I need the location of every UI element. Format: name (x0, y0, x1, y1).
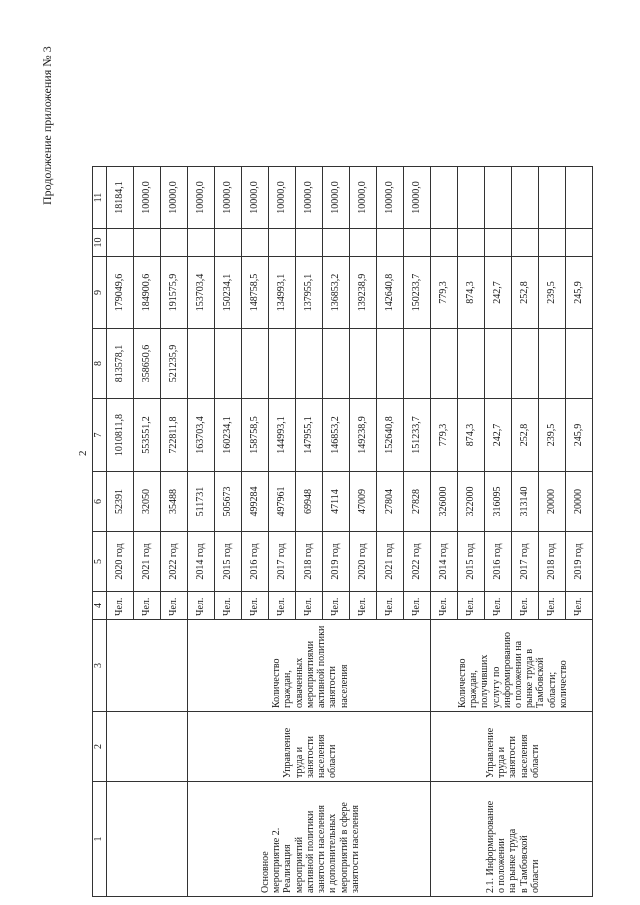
cell-unit: Чел. (188, 592, 215, 620)
cell-c10 (485, 229, 512, 257)
cell-c6: 505673 (215, 472, 242, 532)
cell-c10 (431, 229, 458, 257)
cell-c9: 191575,9 (161, 257, 188, 329)
cell-year: 2019 год (323, 532, 350, 592)
cell-c7: 163703,4 (188, 399, 215, 472)
cell-c6: 35488 (161, 472, 188, 532)
cell-c7: 160234,1 (215, 399, 242, 472)
cell-c9: 239,5 (539, 257, 566, 329)
cell-c7: 144993,1 (269, 399, 296, 472)
cell-unit: Чел. (485, 592, 512, 620)
cell-year: 2020 год (107, 532, 134, 592)
cell-c9: 139238,9 (350, 257, 377, 329)
cell-unit: Чел. (296, 592, 323, 620)
cell-c11: 10000,0 (323, 167, 350, 229)
cell-c10 (404, 229, 431, 257)
cell-c8: 813578,1 (107, 329, 134, 399)
cell-c10 (512, 229, 539, 257)
cell-col1: 2.1. Информирование о положении на рынке труда в Тамбовской области (431, 782, 593, 897)
cell-unit: Чел. (377, 592, 404, 620)
cell-c11: 10000,0 (269, 167, 296, 229)
cell-year: 2017 год (512, 532, 539, 592)
cell-c10 (377, 229, 404, 257)
cell-year: 2016 год (242, 532, 269, 592)
cell-year: 2021 год (134, 532, 161, 592)
cell-year: 2019 год (566, 532, 593, 592)
cell-c6: 499284 (242, 472, 269, 532)
cell-c7: 245,9 (566, 399, 593, 472)
column-number: 4 (93, 592, 107, 620)
cell-year: 2018 год (296, 532, 323, 592)
cell-c9: 142640,8 (377, 257, 404, 329)
cell-col1: Основное мероприятие 2. Реализация мероприятий активной политики занятости населения и дополнительных мероприятий в сфере занятости населения (188, 782, 431, 897)
cell-c10 (242, 229, 269, 257)
cell-col3: Количество граждан, получивших услугу по информированию о положении на рынке труда в Тамбовской области; количество (431, 620, 593, 712)
cell-c10 (107, 229, 134, 257)
cell-unit: Чел. (161, 592, 188, 620)
cell-empty (107, 782, 188, 897)
cell-c7: 722811,8 (161, 399, 188, 472)
cell-c7: 158758,5 (242, 399, 269, 472)
cell-c7: 152640,8 (377, 399, 404, 472)
table-row (188, 167, 215, 897)
cell-unit: Чел. (323, 592, 350, 620)
cell-c11: 10000,0 (161, 167, 188, 229)
cell-c9: 779,3 (431, 257, 458, 329)
cell-c8 (485, 329, 512, 399)
cell-c11: 10000,0 (188, 167, 215, 229)
cell-c8 (296, 329, 323, 399)
cell-c9: 153703,4 (188, 257, 215, 329)
cell-c11: 10000,0 (377, 167, 404, 229)
cell-c11 (566, 167, 593, 229)
cell-year: 2020 год (350, 532, 377, 592)
cell-c7: 149238,9 (350, 399, 377, 472)
cell-unit: Чел. (431, 592, 458, 620)
cell-year: 2022 год (404, 532, 431, 592)
cell-c10 (566, 229, 593, 257)
cell-c9: 242,7 (485, 257, 512, 329)
cell-c11 (458, 167, 485, 229)
table-row (107, 167, 134, 897)
cell-c9: 148758,5 (242, 257, 269, 329)
cell-unit: Чел. (269, 592, 296, 620)
cell-c9: 252,8 (512, 257, 539, 329)
cell-c10 (458, 229, 485, 257)
cell-c7: 1010811,8 (107, 399, 134, 472)
cell-col2: Управление труда и занятости населения области (188, 712, 431, 782)
cell-c8: 521235,9 (161, 329, 188, 399)
cell-year: 2014 год (431, 532, 458, 592)
cell-unit: Чел. (350, 592, 377, 620)
cell-c9: 136853,2 (323, 257, 350, 329)
cell-c8 (377, 329, 404, 399)
cell-empty (107, 620, 188, 712)
cell-year: 2021 год (377, 532, 404, 592)
cell-col3: Количество граждан, охваченных мероприятиями активной политики занятости населения (188, 620, 431, 712)
budget-table (92, 166, 593, 897)
cell-c8: 358650,6 (134, 329, 161, 399)
cell-c6: 47009 (350, 472, 377, 532)
cell-c6: 27804 (377, 472, 404, 532)
cell-c7: 147955,1 (296, 399, 323, 472)
cell-c6: 32050 (134, 472, 161, 532)
cell-year: 2015 год (215, 532, 242, 592)
cell-c7: 239,5 (539, 399, 566, 472)
column-number: 9 (93, 257, 107, 329)
cell-year: 2022 год (161, 532, 188, 592)
cell-c9: 184900,6 (134, 257, 161, 329)
cell-year: 2018 год (539, 532, 566, 592)
cell-unit: Чел. (107, 592, 134, 620)
cell-empty (107, 712, 188, 782)
cell-year: 2015 год (458, 532, 485, 592)
column-number: 11 (93, 167, 107, 229)
cell-c9: 245,9 (566, 257, 593, 329)
cell-year: 2017 год (269, 532, 296, 592)
cell-unit: Чел. (539, 592, 566, 620)
cell-c8 (566, 329, 593, 399)
cell-c11 (539, 167, 566, 229)
cell-c6: 326000 (431, 472, 458, 532)
column-number-row (93, 167, 107, 897)
cell-c9: 179049,6 (107, 257, 134, 329)
cell-c11 (431, 167, 458, 229)
column-number: 5 (93, 532, 107, 592)
cell-c9: 150234,1 (215, 257, 242, 329)
cell-c9: 134993,1 (269, 257, 296, 329)
cell-c6: 47114 (323, 472, 350, 532)
cell-c10 (134, 229, 161, 257)
cell-c8 (404, 329, 431, 399)
page-number: 2 (77, 450, 89, 456)
cell-c7: 252,8 (512, 399, 539, 472)
cell-c7: 874,3 (458, 399, 485, 472)
cell-unit: Чел. (404, 592, 431, 620)
cell-c7: 242,7 (485, 399, 512, 472)
cell-c6: 52391 (107, 472, 134, 532)
cell-unit: Чел. (134, 592, 161, 620)
cell-c6: 20000 (539, 472, 566, 532)
column-number: 7 (93, 399, 107, 472)
cell-c6: 313140 (512, 472, 539, 532)
cell-unit: Чел. (215, 592, 242, 620)
cell-c10 (350, 229, 377, 257)
column-number: 2 (93, 712, 107, 782)
cell-c11: 10000,0 (215, 167, 242, 229)
cell-c8 (188, 329, 215, 399)
cell-c10 (215, 229, 242, 257)
appendix-caption: Продолжение приложения № 3 (40, 46, 54, 205)
cell-c11: 10000,0 (404, 167, 431, 229)
cell-c8 (215, 329, 242, 399)
cell-c10 (269, 229, 296, 257)
cell-c6: 20000 (566, 472, 593, 532)
cell-c6: 497961 (269, 472, 296, 532)
column-number: 1 (93, 782, 107, 897)
cell-c11 (512, 167, 539, 229)
cell-c11: 10000,0 (134, 167, 161, 229)
column-number: 8 (93, 329, 107, 399)
column-number: 3 (93, 620, 107, 712)
cell-c8 (431, 329, 458, 399)
table-row (431, 167, 458, 897)
cell-c8 (350, 329, 377, 399)
cell-c8 (269, 329, 296, 399)
column-number: 10 (93, 229, 107, 257)
cell-c9: 137955,1 (296, 257, 323, 329)
cell-year: 2016 год (485, 532, 512, 592)
cell-c11: 18184,1 (107, 167, 134, 229)
cell-c11: 10000,0 (350, 167, 377, 229)
cell-c7: 146853,2 (323, 399, 350, 472)
cell-c11: 10000,0 (242, 167, 269, 229)
cell-year: 2014 год (188, 532, 215, 592)
cell-c8 (458, 329, 485, 399)
cell-unit: Чел. (512, 592, 539, 620)
column-number: 6 (93, 472, 107, 532)
cell-unit: Чел. (458, 592, 485, 620)
cell-c7: 779,3 (431, 399, 458, 472)
cell-c10 (296, 229, 323, 257)
cell-c10 (161, 229, 188, 257)
cell-c8 (512, 329, 539, 399)
cell-c6: 316095 (485, 472, 512, 532)
cell-c6: 322000 (458, 472, 485, 532)
cell-c10 (323, 229, 350, 257)
cell-unit: Чел. (242, 592, 269, 620)
cell-c8 (242, 329, 269, 399)
cell-c10 (188, 229, 215, 257)
cell-c6: 27828 (404, 472, 431, 532)
cell-c9: 874,3 (458, 257, 485, 329)
cell-c6: 511731 (188, 472, 215, 532)
cell-c8 (323, 329, 350, 399)
table-body (93, 167, 593, 897)
cell-unit: Чел. (566, 592, 593, 620)
cell-c8 (539, 329, 566, 399)
cell-c11 (485, 167, 512, 229)
cell-c10 (539, 229, 566, 257)
cell-col2: Управление труда и занятости населения области (431, 712, 593, 782)
cell-c6: 69948 (296, 472, 323, 532)
cell-c7: 151233,7 (404, 399, 431, 472)
cell-c7: 553551,2 (134, 399, 161, 472)
cell-c11: 10000,0 (296, 167, 323, 229)
cell-c9: 150233,7 (404, 257, 431, 329)
